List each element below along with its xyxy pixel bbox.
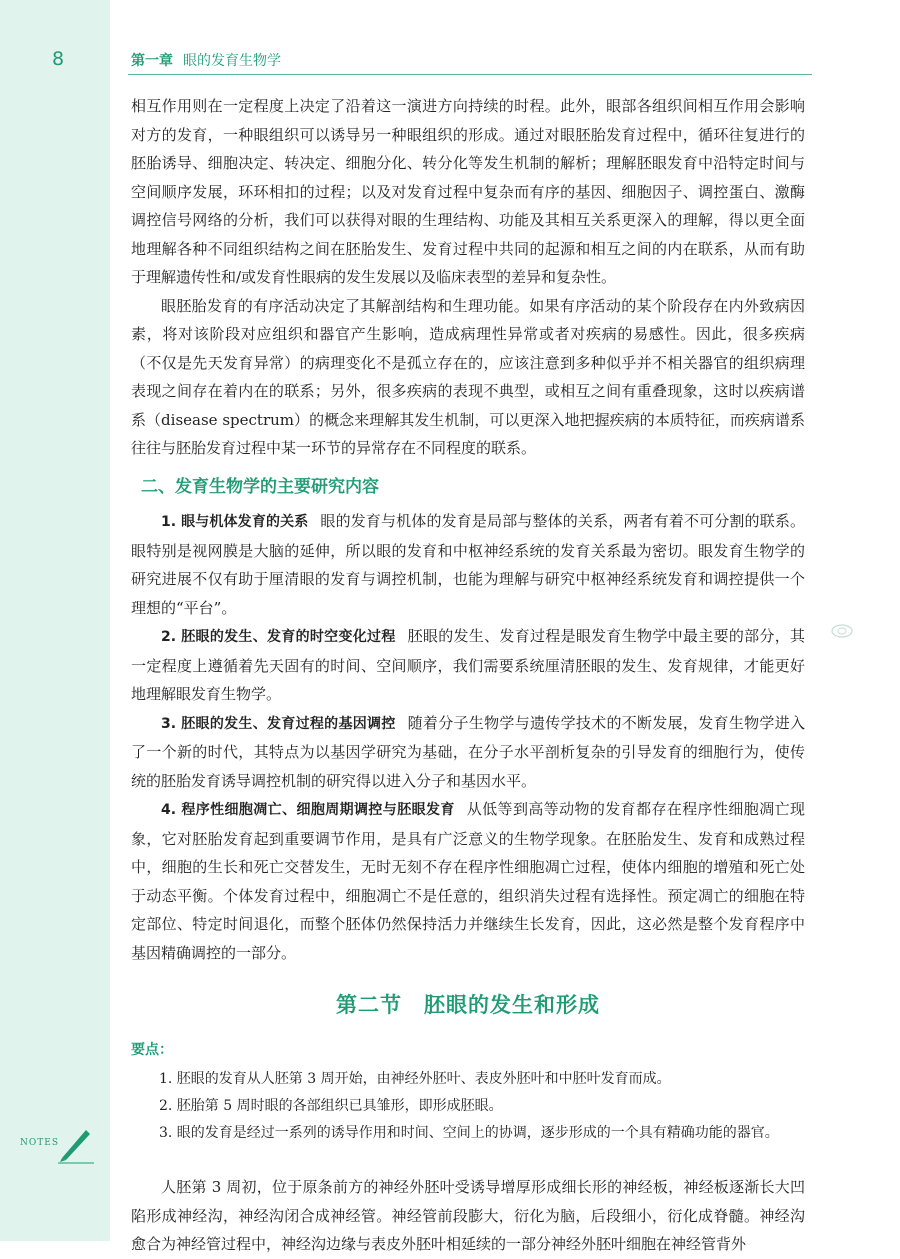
key-point: 1. 胚眼的发育从人胚第 3 周开始，由神经外胚叶、表皮外胚叶和中胚叶发育而成。 — [159, 1071, 671, 1087]
item-text: 胚眼的发生、发育过程是眼发育生物学中最主要的部分，其一定程度上遵循着先天固有的时间、空间顺序，我们需要系统厘清胚眼的发生、发育规律，才能更好地理解眼发育生物学。 — [131, 627, 805, 703]
item-lead: 3. 胚眼的发生、发育过程的基因调控 — [161, 715, 396, 732]
running-head-title: 眼的发育生物学 — [183, 53, 281, 69]
item-lead: 2. 胚眼的发生、发育的时空变化过程 — [161, 629, 396, 645]
item-text: 随着分子生物学与遗传学技术的不断发展，发育生物学进入了一个新的时代，其特点为以基因学研究为基础，在分子水平剖析复杂的引导发育的细胞行为，使传统的胚胎发育诱导调控机制的研究得以进入分子和基因水平。 — [131, 713, 805, 790]
section-item — [131, 795, 805, 967]
section-heading: 二、发育生物学的主要研究内容 — [141, 476, 379, 497]
key-points-label: 要点： — [131, 1041, 173, 1058]
item-lead: 1. 眼与机体发育的关系 — [161, 514, 309, 530]
body-paragraph: 人胚第 3 周初，位于原条前方的神经外胚叶受诱导增厚形成细长形的神经板，神经板逐渐长大凹陷形成神经沟，神经沟闭合成神经管。神经管前段膨大，衍化为脑，后段细小，衍化成脊髓。神经沟愈合为神经管过程中，神经沟边缘与表皮外胚叶相延续的一部分神经外胚叶细胞在神经管背外 — [131, 1178, 805, 1253]
pen-icon — [56, 1124, 96, 1164]
header-rule — [128, 74, 812, 75]
page-number: 8 — [52, 48, 65, 70]
section-item — [131, 709, 805, 796]
item-text: 从低等到高等动物的发育都存在程序性细胞凋亡现象，它对胚胎发育起到重要调节作用，是具有广泛意义的生物学现象。在胚胎发生、发育和成熟过程中，细胞的生长和死亡交替发生，无时无刻不存在程序性细胞凋亡过程，使体内细胞的增殖和死亡处于动态平衡。个体发育过程中，细胞凋亡不是任意的，组织消失过程有选择性。预定凋亡的细胞在特定部位、特定时间退化，而整个胚体仍然保持活力并继续生长发育，因此，这必然是整个发育程序中基因精确调控的一部分。 — [131, 800, 805, 962]
key-point: 3. 眼的发育是经过一系列的诱导作用和时间、空间上的协调，逐步形成的一个具有精确功能的器官。 — [159, 1125, 779, 1141]
running-head — [131, 50, 281, 70]
item-text: 眼的发育与机体的发育是局部与整体的关系，两者有着不可分割的联系。眼特别是视网膜是大脑的延伸，所以眼的发育和中枢神经系统的发育关系最为密切。眼发育生物学的研究进展不仅有助于厘清眼的发育与调控机制，也能为理解与研究中枢神经系统发育和调控提供一个理想的“平台”。 — [131, 512, 805, 617]
running-head-chapter: 第一章 — [131, 53, 173, 69]
page-body — [131, 92, 805, 1259]
body-paragraph: 相互作用则在一定程度上决定了沿着这一演进方向持续的时程。此外，眼部各组织间相互作用会影响对方的发育，一种眼组织可以诱导另一种眼组织的形成。通过对眼胚胎发育过程中，循环往复进行的胚胎诱导、细胞决定、转决定、细胞分化、转分化等发生机制的解析；理解胚眼发育中沿特定时间与空间顺序发展，环环相扣的过程；以及对发育过程中复杂而有序的基因、细胞因子、调控蛋白、激酶调控信号网络的分析，我们可以获得对眼的生理结构、功能及其相互关系更深入的理解，得以更全面地理解各种不同组织结构之间在胚胎发生、发育过程中共同的起源和相互之间的内在联系，从而有助于理解遗传性和/或发育性眼病的发生发展以及临床表型的差异和复杂性。 — [131, 97, 805, 286]
section-item — [131, 622, 805, 709]
key-point: 2. 胚胎第 5 周时眼的各部组织已具雏形，即形成胚眼。 — [159, 1098, 503, 1114]
side-ornament-icon — [830, 622, 854, 640]
chapter-section-number: 第二节 — [336, 993, 402, 1017]
margin-band — [0, 0, 110, 1241]
section-item — [131, 507, 805, 622]
key-points-list — [131, 1066, 805, 1147]
chapter-section-title: 胚眼的发生和形成 — [424, 993, 600, 1017]
body-paragraph: 眼胚胎发育的有序活动决定了其解剖结构和生理功能。如果有序活动的某个阶段存在内外致病因素，将对该阶段对应组织和器官产生影响，造成病理性异常或者对疾病的易感性。因此，很多疾病（不仅是先天发育异常）的病理变化不是孤立存在的，应该注意到多种似乎并不相关器官的组织病理表现之间存在着内在的联系；另外，很多疾病的表现不典型，或相互之间有重叠现象，这时以疾病谱系（disease spectrum）的概念来理解其发生机制，可以更深入地把握疾病的本质特征，而疾病谱系往往与胚胎发育过程中某一环节的异常存在不同程度的联系。 — [131, 296, 805, 457]
notes-label: NOTES — [20, 1138, 59, 1148]
item-lead: 4. 程序性细胞凋亡、细胞周期调控与胚眼发育 — [161, 802, 455, 818]
chapter-section-heading — [131, 991, 805, 1020]
